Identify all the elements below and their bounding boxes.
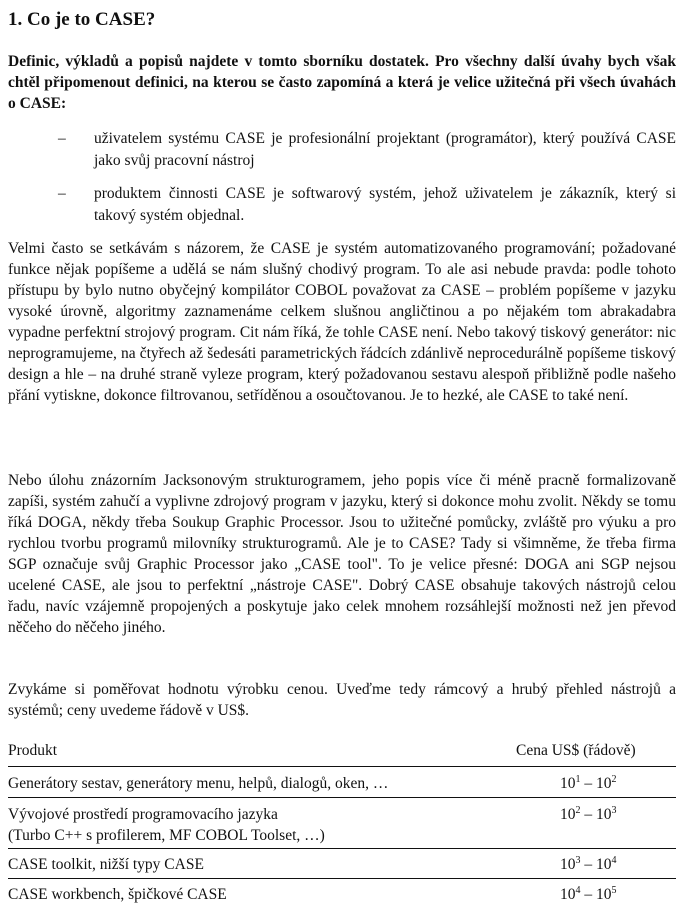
price-cell bbox=[560, 773, 617, 794]
section-heading: 1. Co je to CASE? bbox=[8, 9, 156, 30]
price-cell bbox=[560, 884, 617, 905]
table-row bbox=[8, 798, 676, 849]
product-name: CASE toolkit, nižší typy CASE bbox=[8, 856, 204, 873]
price-exponent-low: 4 bbox=[575, 885, 581, 896]
price-cell bbox=[560, 854, 617, 875]
price-base: 10 bbox=[560, 886, 576, 903]
price-exponent-low: 3 bbox=[575, 855, 581, 866]
price-dash: – bbox=[580, 856, 596, 873]
price-base: 10 bbox=[560, 856, 576, 873]
product-cell bbox=[8, 773, 388, 794]
product-name: Generátory sestav, generátory menu, helpů, dialogů, oken, … bbox=[8, 775, 389, 792]
body-paragraph: Nebo úlohu znázorním Jacksonovým strukturogramem, jeho popis více či méně pracně formalizovaně zapíši, systém zahučí a vyplivne zdrojový program v jazyku, který si dokonce mohu zvolit. Někdy se tomu říká DOGA, někdy třeba Soukup Graphic Processor. Jsou to užitečné pomůcky, zvláště pro výuku a pro rychlou tvorbu programů milovníky strukturogramů. Ale je to CASE? Tady si všimněme, že třeba firma SGP označuje svůj Graphic Processor jako „CASE tool". To je velice přesné: DOGA ani SGP nejsou ucelené CASE, ale jsou to perfektní „nástroje CASE". Dobrý CASE obsahuje takových nástrojů celou řadu, navíc vzájemně propojených a poskytuje jako celek mnohem rozsáhlejší možnosti než jen převod něčeho do něčeho jiného. bbox=[8, 472, 676, 636]
table-row bbox=[8, 767, 676, 798]
price-exponent-high: 3 bbox=[611, 805, 617, 816]
price-exponent-low: 1 bbox=[575, 774, 581, 785]
price-exponent-low: 2 bbox=[575, 805, 581, 816]
price-exponent-high: 4 bbox=[611, 855, 617, 866]
product-cell bbox=[8, 804, 325, 846]
price-dash: – bbox=[580, 886, 596, 903]
price-dash: – bbox=[580, 806, 596, 823]
price-base: 10 bbox=[596, 886, 612, 903]
column-header-product: Produkt bbox=[8, 742, 58, 759]
price-base: 10 bbox=[560, 775, 576, 792]
list-dash: – bbox=[58, 130, 66, 147]
price-exponent-high: 5 bbox=[611, 885, 617, 896]
price-base: 10 bbox=[596, 856, 612, 873]
price-base: 10 bbox=[596, 775, 612, 792]
list-item-text: produktem činnosti CASE je softwarový systém, jehož uživatelem je zákazník, který si takový systém objednal. bbox=[94, 185, 676, 224]
price-table bbox=[8, 740, 676, 908]
body-paragraph: Zvykáme si poměřovat hodnotu výrobku cenou. Uveďme tedy rámcový a hrubý přehled nástrojů a systémů; ceny uvedeme řádově v US$. bbox=[8, 681, 676, 719]
product-cell bbox=[8, 884, 227, 905]
product-name: CASE workbench, špičkové CASE bbox=[8, 886, 227, 903]
price-cell bbox=[560, 804, 617, 825]
product-cell bbox=[8, 854, 204, 875]
table-header bbox=[8, 740, 676, 767]
table-row bbox=[8, 879, 676, 908]
column-header-price: Cena US$ (řádově) bbox=[516, 742, 636, 759]
product-detail: (Turbo C++ s profilerem, MF COBOL Toolset, …) bbox=[8, 827, 325, 844]
intro-paragraph: Definic, výkladů a popisů najdete v tomto sborníku dostatek. Pro všechny další úvahy bych však chtěl připomenout definici, na kterou se často zapomíná a která je velice užitečná při všech úvahách o CASE: bbox=[8, 53, 676, 112]
list-item-text: uživatelem systému CASE je profesionální projektant (programátor), který používá CASE jako svůj pracovní nástroj bbox=[94, 130, 676, 169]
table-row bbox=[8, 849, 676, 879]
product-name: Vývojové prostředí programovacího jazyka bbox=[8, 806, 278, 823]
body-paragraph: Velmi často se setkávám s názorem, že CASE je systém automatizovaného programování; požadované funkce nějak popíšeme a udělá se nám slušný chodivý program. To ale asi nebude pravda: podle tohoto přístupu by bylo nutno obyčejný kompilátor COBOL považovat za CASE – problém popíšeme v jazyku vysoké úrovně, algoritmy zaznamenáme celkem slušnou angličtinou a po nějakém tom abrakadabra vypadne perfektní strojový program. Cit nám říká, že tohle CASE není. Nebo takový tiskový generátor: nic neprogramujeme, na čtyřech až šedesáti parametrických řádcích zdánlivě neprocedurálně popíšeme tiskový design a hle – na druhé straně vyleze program, který požadovanou sestavu alespoň přibližně podle našeho přání vytiskne, dokonce filtrovanou, setříděnou a osoučtovanou. Je to hezké, ale CASE to také není. bbox=[8, 240, 676, 404]
price-dash: – bbox=[580, 775, 596, 792]
list-dash: – bbox=[58, 185, 66, 202]
price-base: 10 bbox=[560, 806, 576, 823]
price-base: 10 bbox=[596, 806, 612, 823]
price-exponent-high: 2 bbox=[611, 774, 617, 785]
